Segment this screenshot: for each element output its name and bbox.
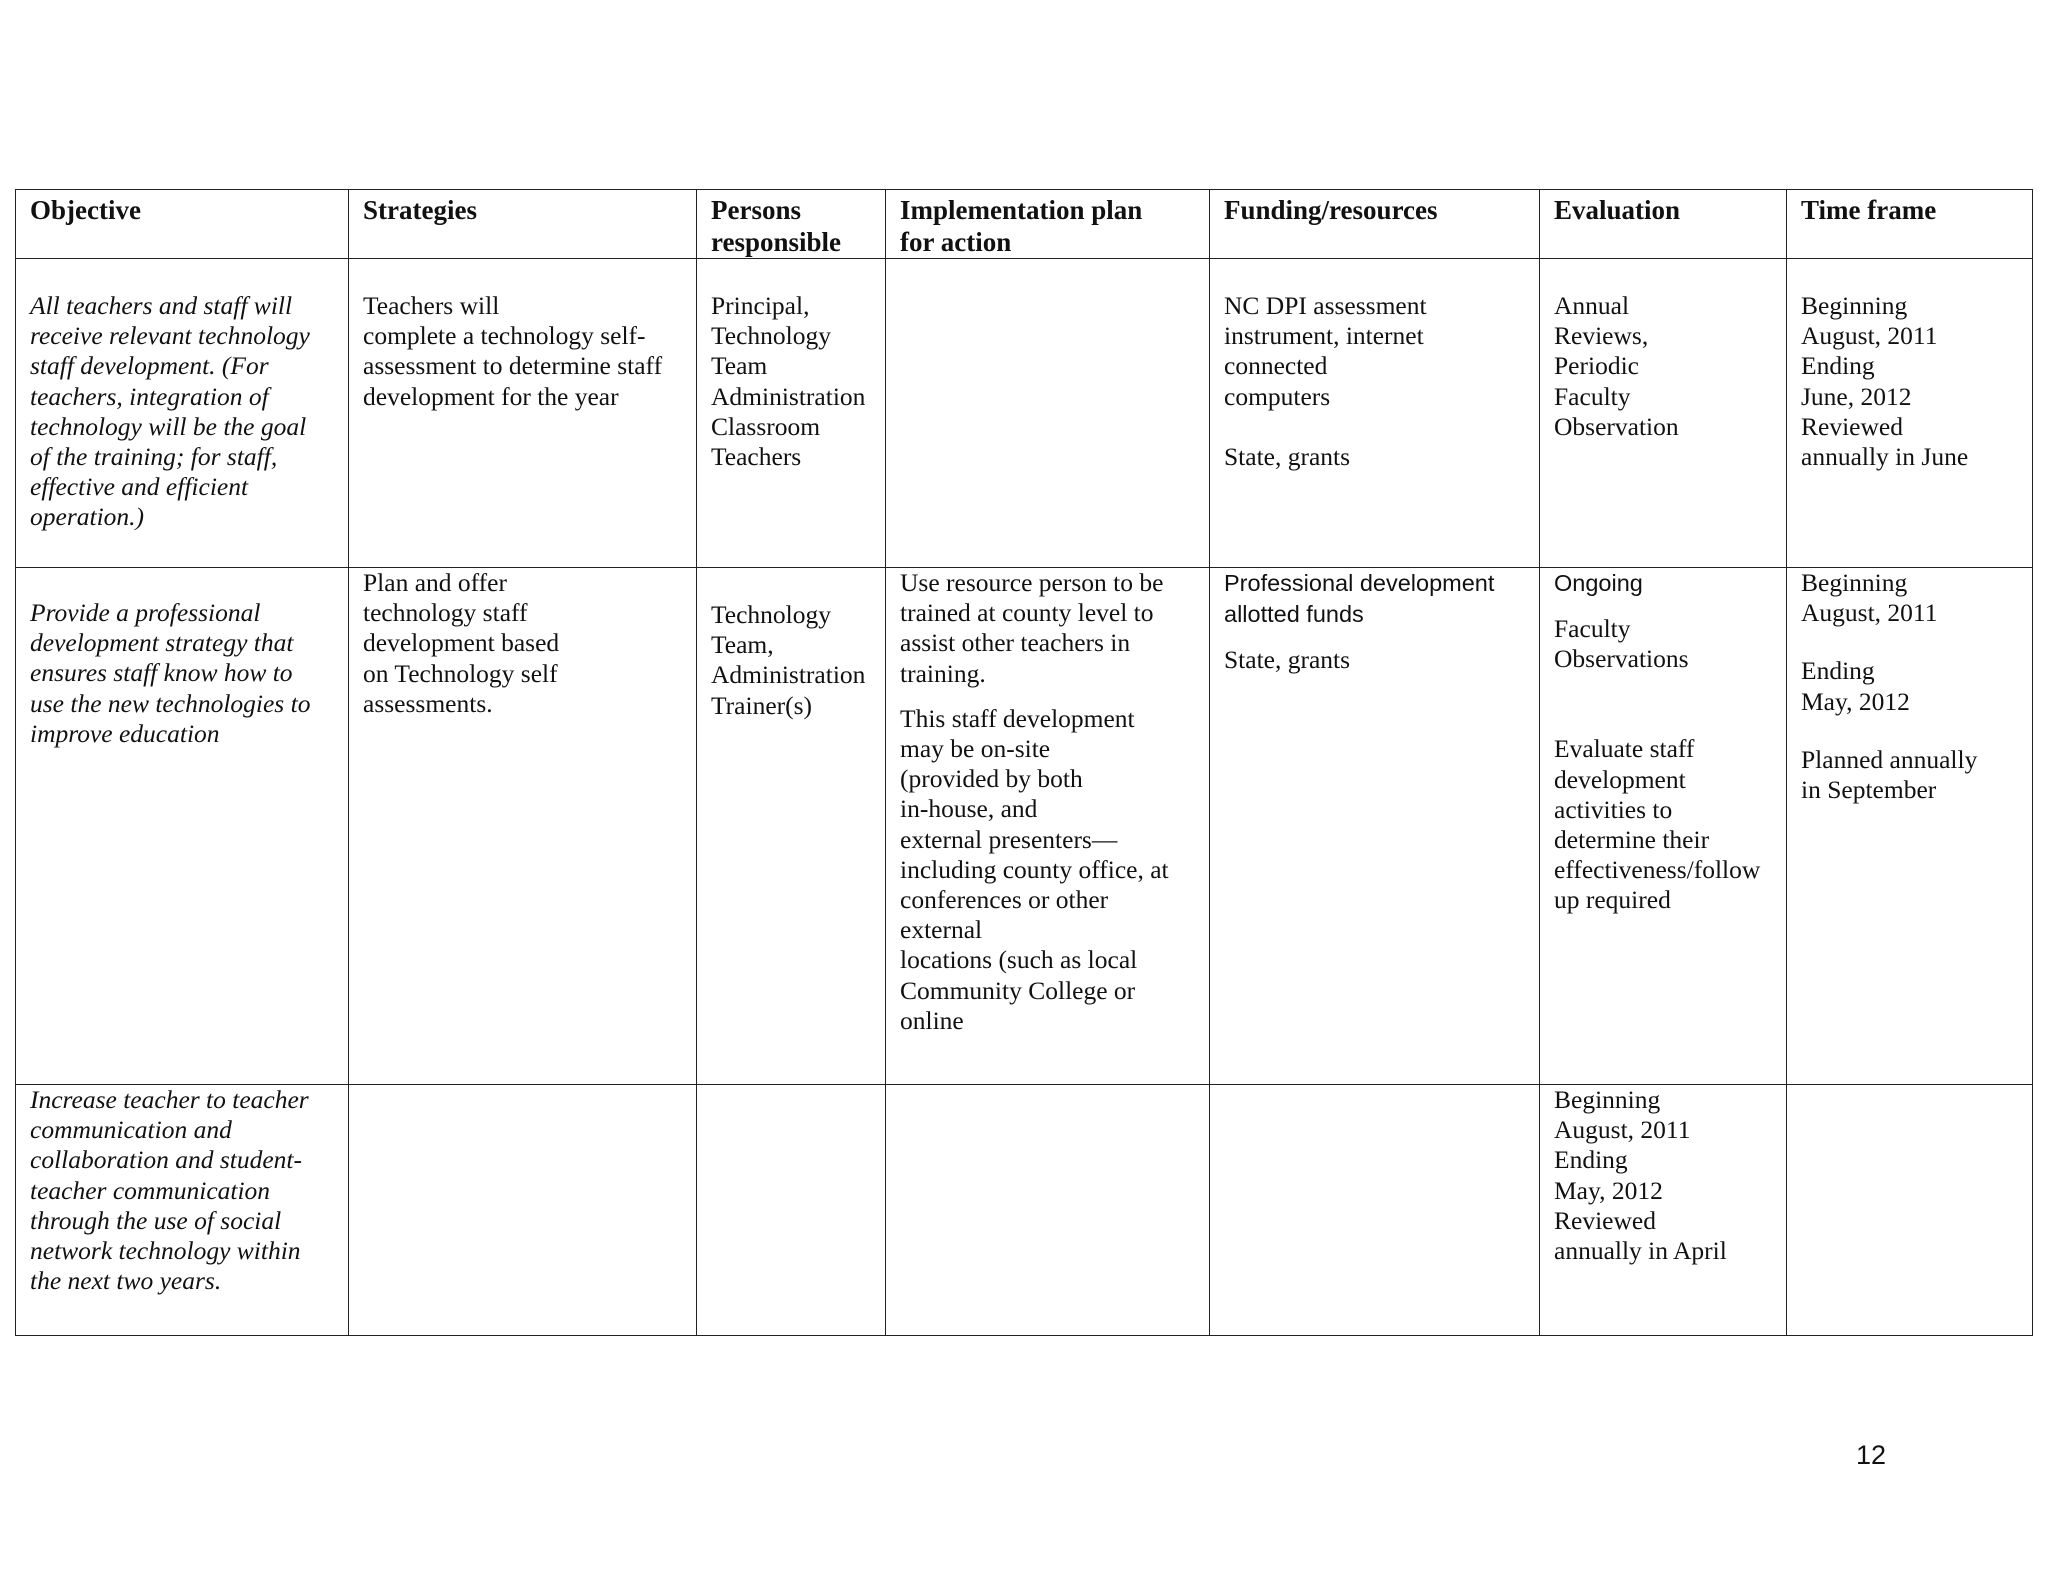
implementation-cell (886, 1085, 1210, 1336)
table-row (16, 1085, 2033, 1336)
persons-cell (697, 259, 886, 568)
header-strategies: Strategies (349, 190, 697, 259)
cell-text-line: trained at county level to (900, 598, 1154, 628)
cell-text-line: online (900, 1005, 964, 1035)
cell-text-line: annually in June (1801, 442, 1969, 472)
cell-text-line: Ending (1554, 1145, 1628, 1175)
cell-text-line: August, 2011 (1801, 321, 1938, 351)
evaluation-cell (1540, 1085, 1787, 1336)
objective-cell (16, 1085, 349, 1336)
cell-text-line: up required (1554, 885, 1671, 915)
cell-text-line: Faculty (1554, 381, 1631, 411)
cell-text-line: in September (1801, 775, 1937, 805)
cell-text-line: development (1554, 764, 1686, 794)
cell-text-line: Ending (1801, 656, 1875, 686)
cell-text-line: connected (1224, 351, 1328, 381)
cell-text-line: allotted funds (1224, 601, 1364, 627)
cell-text-line: Team, (711, 630, 774, 660)
cell-text-line: external presenters— (900, 824, 1118, 854)
implementation-cell (886, 259, 1210, 568)
cell-text-line: operation.) (30, 502, 145, 532)
cell-text-line: in-house, and (900, 794, 1038, 824)
cell-text-line: Classroom (711, 411, 821, 441)
cell-text-line: development for the year (363, 381, 619, 411)
persons-cell (697, 1085, 886, 1336)
cell-text-line: Team (711, 351, 768, 381)
cell-text-line: Administration (711, 381, 866, 411)
funding-cell (1210, 259, 1540, 568)
persons-cell (697, 568, 886, 1085)
cell-text-line: Planned annually (1801, 744, 1978, 774)
cell-text-line: use the new technologies to (30, 688, 311, 718)
cell-text-line: instrument, internet (1224, 321, 1424, 351)
cell-text-line: Provide a professional (30, 598, 261, 627)
funding-cell (1210, 1085, 1540, 1336)
cell-text-line: assessment to determine staff (363, 351, 663, 381)
cell-text-line: State, grants (1224, 441, 1351, 471)
cell-text-line: computers (1224, 381, 1331, 411)
cell-text-line: Beginning (1801, 291, 1908, 320)
cell-text-line: improve education (30, 718, 220, 748)
cell-text-line: activities to (1554, 794, 1673, 824)
table-row (16, 259, 2033, 568)
cell-text-line: (provided by both (900, 764, 1083, 794)
cell-text-line: effectiveness/follow (1554, 855, 1761, 885)
cell-text-line: August, 2011 (1801, 598, 1938, 628)
cell-text-line: conferences or other (900, 885, 1109, 915)
strategies-cell (349, 568, 697, 1085)
cell-text-line: Faculty (1554, 614, 1631, 643)
cell-text-line: communication and (30, 1115, 232, 1145)
header-persons-responsible: Persons responsible (697, 190, 886, 259)
implementation-cell (886, 568, 1210, 1085)
cell-text-line: Administration (711, 660, 866, 690)
cell-text-line: through the use of social (30, 1205, 282, 1235)
cell-text-line: Technology (711, 600, 832, 629)
header-time-frame: Time frame (1787, 190, 2033, 259)
objective-cell (16, 259, 349, 568)
cell-text-line: Beginning (1554, 1085, 1661, 1114)
header-funding-resources: Funding/resources (1210, 190, 1540, 259)
cell-text-line: may be on-site (900, 734, 1051, 764)
cell-text-line: Evaluate staff (1554, 734, 1695, 764)
strategies-cell (349, 1085, 697, 1336)
cell-text-line: Community College or (900, 975, 1136, 1005)
cell-text-line: Technology (711, 321, 832, 351)
cell-text-line: external (900, 915, 983, 945)
header-row (16, 190, 2033, 259)
cell-text-line: annually in April (1554, 1236, 1727, 1266)
cell-text-line: on Technology self (363, 658, 558, 688)
cell-text-line: including county office, at (900, 854, 1169, 884)
cell-text-line: Reviewed (1801, 411, 1903, 441)
cell-text-line: determine their (1554, 825, 1710, 855)
cell-text-line: Plan and offer (363, 568, 507, 597)
cell-text-line: training. (900, 658, 986, 688)
cell-text-line: Reviews, (1554, 321, 1649, 351)
cell-text-line: ensures staff know how to (30, 658, 293, 688)
strategies-cell (349, 259, 697, 568)
table-row (16, 568, 2033, 1085)
cell-text-line: assessments. (363, 688, 493, 718)
header-evaluation: Evaluation (1540, 190, 1787, 259)
time-frame-cell (1787, 1085, 2033, 1336)
objective-cell (16, 568, 349, 1085)
cell-text-line: the next two years. (30, 1266, 222, 1296)
cell-text-line: Use resource person to be (900, 568, 1164, 597)
cell-text-line: development based (363, 628, 560, 658)
cell-text-line: May, 2012 (1801, 686, 1910, 716)
cell-text-line: Ending (1801, 351, 1875, 381)
time-frame-cell (1787, 259, 2033, 568)
header-objective: Objective (16, 190, 349, 259)
cell-text-line: Increase teacher to teacher (30, 1085, 309, 1114)
cell-text-line: June, 2012 (1801, 381, 1912, 411)
cell-text-line: Teachers will (363, 291, 500, 320)
cell-text-line: Reviewed (1554, 1205, 1656, 1235)
cell-text-line: Ongoing (1554, 570, 1643, 596)
cell-text-line: August, 2011 (1554, 1115, 1691, 1145)
cell-text-line: May, 2012 (1554, 1175, 1663, 1205)
cell-text-line: This staff development (900, 703, 1135, 733)
cell-text-line: technology will be the goal (30, 411, 307, 441)
evaluation-cell (1540, 259, 1787, 568)
cell-text-line: All teachers and staff will (30, 291, 293, 320)
page-number: 12 (1856, 1440, 1887, 1470)
cell-text-line: Annual (1554, 291, 1630, 320)
evaluation-cell (1540, 568, 1787, 1085)
cell-text-line: collaboration and student- (30, 1145, 302, 1175)
cell-text-line: effective and efficient (30, 472, 249, 502)
cell-text-line: development strategy that (30, 628, 294, 658)
cell-text-line: of the training; for staff, (30, 442, 278, 472)
cell-text-line: receive relevant technology (30, 321, 310, 351)
cell-text-line: Beginning (1801, 568, 1908, 597)
cell-text-line: Observations (1554, 644, 1689, 674)
cell-text-line: Observation (1554, 411, 1679, 441)
cell-text-line: staff development. (For (30, 351, 269, 381)
cell-text-line: teachers, integration of (30, 381, 269, 411)
cell-text-line: Periodic (1554, 351, 1639, 381)
cell-text-line: teacher communication (30, 1175, 271, 1205)
cell-text-line: complete a technology self- (363, 321, 646, 351)
cell-text-line: Principal, (711, 291, 810, 320)
cell-text-line: locations (such as local (900, 945, 1138, 975)
time-frame-cell (1787, 568, 2033, 1085)
cell-text-line: Trainer(s) (711, 690, 813, 720)
cell-text-line: assist other teachers in (900, 628, 1131, 658)
technology-plan-table (15, 189, 2033, 1336)
funding-cell (1210, 568, 1540, 1085)
header-implementation-plan: Implementation plan for action (886, 190, 1210, 259)
cell-text-line: technology staff (363, 598, 528, 628)
cell-text-line: NC DPI assessment (1224, 291, 1427, 320)
cell-text-line: Professional development (1224, 570, 1495, 596)
cell-text-line: Teachers (711, 442, 802, 472)
cell-text-line: State, grants (1224, 645, 1351, 674)
cell-text-line: network technology within (30, 1236, 301, 1266)
